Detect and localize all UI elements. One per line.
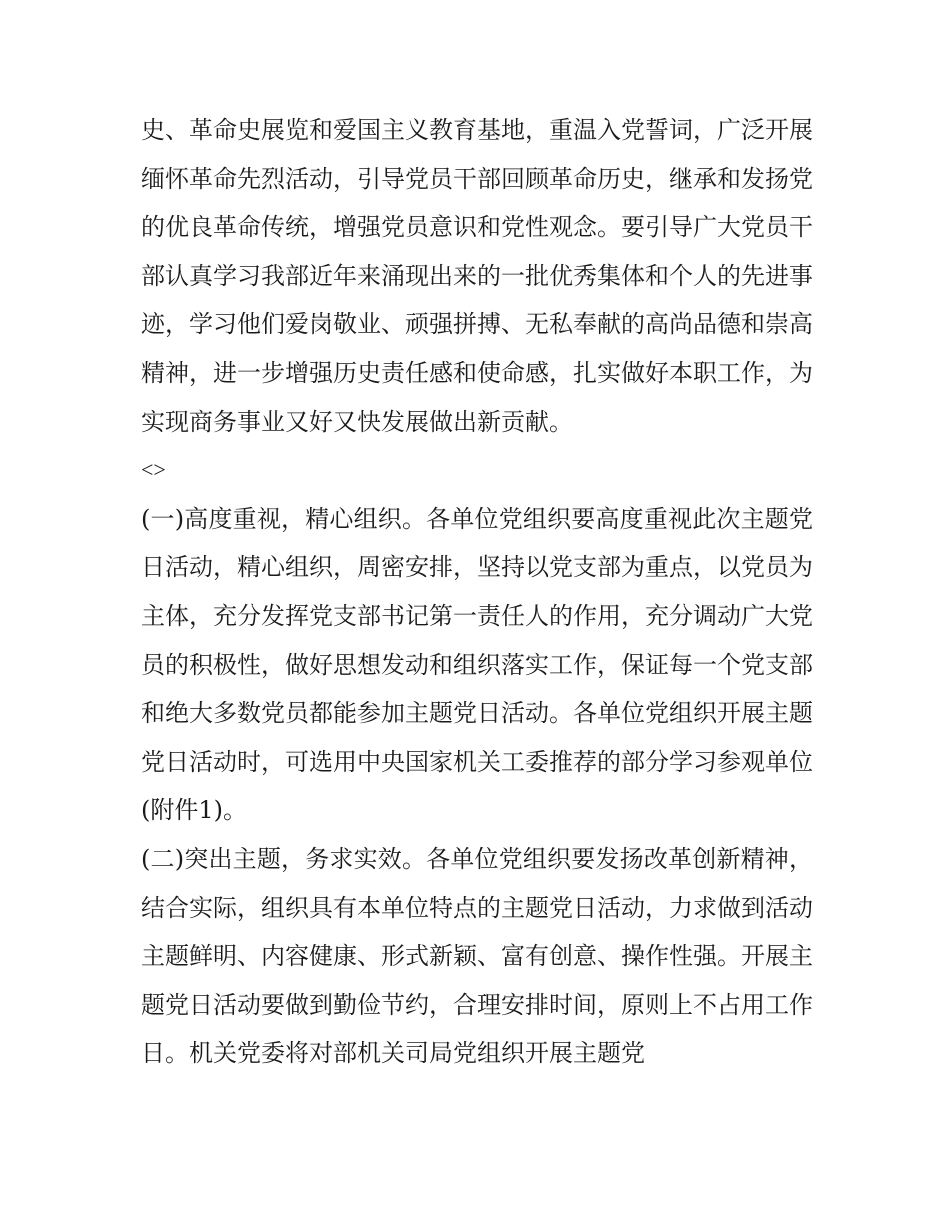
paragraph-theme-effectiveness: (二)突出主题，务求实效。各单位党组织要发扬改革创新精神，结合实际，组织具有本单位特点的主题党日活动，力求做到活动主题鲜明、内容健康、形式新颖、富有创意、操作性强。开展主题党日活动要做到勤俭节约，合理安排时间，原则上不占用工作日。机关党委将对部机关司局党组织开展主题党: [141, 844, 813, 1068]
document-body: [141, 106, 813, 1078]
section-marker: <>: [141, 457, 166, 483]
paragraph-organization: (一)高度重视，精心组织。各单位党组织要高度重视此次主题党日活动，精心组织，周密安排，坚持以党支部为重点，以党员为主体，充分发挥党支部书记第一责任人的作用，充分调动广大党员的积极性，做好思想发动和组织落实工作，保证每一个党支部和绝大多数党员都能参加主题党日活动。各单位党组织开展主题党日活动时，可选用中央国家机关工委推荐的部分学习参观单位(附件1)。: [141, 504, 813, 825]
paragraph-education-activities: 史、革命史展览和爱国主义教育基地，重温入党誓词，广泛开展缅怀革命先烈活动，引导党员干部回顾革命历史，继承和发扬党的优良革命传统，增强党员意识和党性观念。要引导广大党员干部认真学习我部近年来涌现出来的一批优秀集体和个人的先进事迹，学习他们爱岗敬业、顽强拼搏、无私奉献的高尚品德和崇高精神，进一步增强历史责任感和使命感，扎实做好本职工作，为实现商务事业又好又快发展做出新贡献。: [141, 116, 813, 436]
